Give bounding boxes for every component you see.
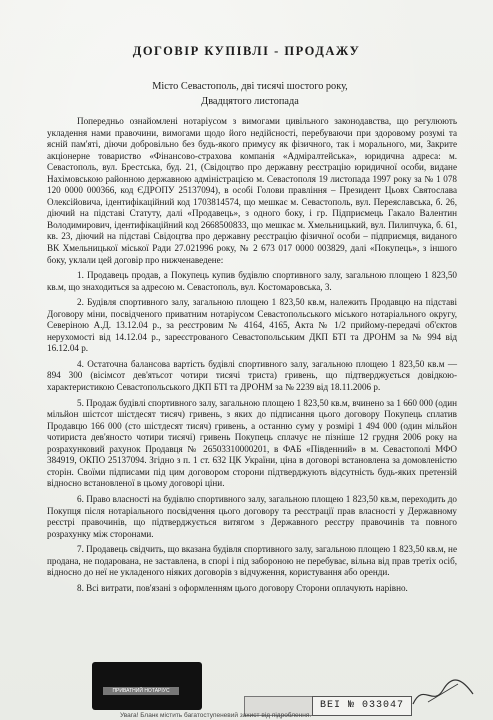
clause-6: 6. Право власності на будівлю спортивного залу, загальною площею 1 823,50 кв.м, переходить до Покупця після нотаріального посвідчення цього договору та реєстрації прав власності у Державному реєстрі правочинів, що підтверджується витягом з Державного реєстру правочинів та повного розрахунку між сторонами. (47, 493, 457, 539)
clause-4: 4. Остаточна балансова вартість будівлі спортивного залу, загальною площею 1 823,50 кв.м — 894 300 (вісімсот дев'ятьсот чотири тисячі триста) гривень, що підтверджується довідкою-характеристикою Севастопольського ДКП БТІ та ДРОНМ за № 2239 від 18.11.2006 р. (47, 358, 457, 393)
serial-number: ВЕІ № 033047 (312, 696, 412, 716)
clause-8: 8. Всі витрати, пов'язані з оформленням цього договору Сторони оплачують нарівно. (77, 582, 408, 593)
date-line: Двадцятого листопада (201, 96, 299, 107)
clause-5: 5. Продаж будівлі спортивного залу, загальною площею 1 823,50 кв.м, вчинено за 1 660 000 (один мільйон шістсот шістдесят тисяч) гривень, з яких до підписання цього договору Покупець сплатив Продавцю 166 000 (сто шістдесят тисяч) гривень, а останню суму у розмірі 1 494 000 (один мільйон чотириста дев'яносто чотири тисячі) гривень Покупець сплачує не пізніше 12 грудня 2006 року на розрахунковий рахунок Продавця № 26503310000201, в ФАБ «Південний» в м. Севастополі МФО 384919, ОКПО 25137094. Згідно з п. 1 ст. 632 ЦК України, ціна в договорі встановлена за домовленістю сторін. Своїми підписами під цим договором сторони підтверджують відсутність будь-яких претензій відносно встановленої в цьому договорі ціни. (47, 397, 457, 489)
clause-7: 7. Продавець свідчить, що вказана будівля спортивного залу, загальною площею 1 823,50 кв.м, не продана, не подарована, не заставлена, в спорі і під забороною не перебуває, вільна від прав третіх осіб, відносно до неї не укладеного ніяких договорів з відчуження, користування або оренди. (47, 544, 457, 578)
place-date-line: Місто Севастополь, дві тисячі шостого року, (152, 81, 348, 92)
document-body (47, 116, 457, 594)
intro-paragraph: Попередньо ознайомлені нотаріусом з вимогами цивільного законодавства, що регулюють укладення нами правочини, вимогами щодо його недійсності, перебуваючи при здоровому розумі та ясній пам'яті, діючи добровільно без будь-якого примусу як фізичного, так і морального, ми, Закрите акціонерне товариство «Фінансово-страхова компанія «Адміралтейська», юридична адреса: м. Севастополь, вул. Брестська, буд. 21, (Свідоцтво про державну реєстрацію юридичної особи, видане Нахімовською районною державною адміністрацією м. Севастополя 19 листопада 1997 року за № 1 078 120 0000 000366, код ЄДРОПУ 25137094), в особі Голови правління – Президент Цьовх Святослава Олексійовича, ідентифікаційний код 1703814574, що мешкає м. Севастополь, вул. Переяславська, б. 26, діючий на підставі Статуту, далі «Продавець», з одного боку, і гр. Підприємець Гакало Валентин Володимирович, ідентифікаційний код 2668500833, що мешкає м. Хмельницький, вул. Пилипчука, б. 61, кв. 23, діючий на підставі Свідоцтва про державну реєстрацію фізичної особи – підприємця, виданого ВК Хмельницької міської Ради 27.021996 року, № 2 673 017 0000 003829, далі «Покупець», з іншого боку, уклали цей договір про нижченаведене: (47, 116, 457, 265)
document-title: ДОГОВІР КУПІВЛІ - ПРОДАЖУ (132, 44, 361, 58)
footer-note: Увага! Бланк містить багатоступеневий захист від підроблення. (120, 712, 312, 719)
signature-icon (408, 672, 478, 712)
redacted-stamp (92, 662, 202, 710)
redacted-stamp-label: ПРИВАТНИЙ НОТАРІУС (103, 687, 179, 695)
clause-2: 2. Будівля спортивного залу, загальною площею 1 823,50 кв.м, належить Продавцю на підставі Договору міни, посвідченого приватним нотаріусом Севастопольського міського нотаріального округу, Северіною А.Д. 13.12.04 р., за реєстровим № 4164, 4165, Акта № 1/2 прийому-передачі об'єктов нерухомості від 14.12.04 р., зареєстрованого Севастопольським ДКП БТІ та ДРОНМ за № 994 від 16.12.04 р. (47, 297, 457, 354)
clause-1: 1. Продавець продав, а Покупець купив будівлю спортивного залу, загальною площею 1 823,50 кв.м, що знаходиться за адресою м. Севастополь, вул. Костомаровська, 3. (47, 270, 457, 292)
